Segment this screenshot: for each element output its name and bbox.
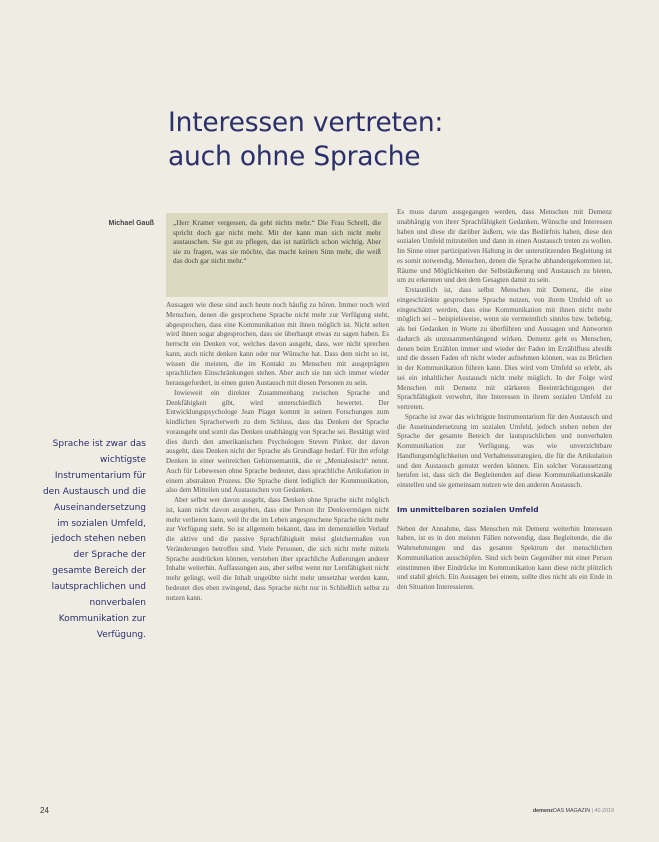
intro-quote-box: „Herr Kramer vergessen, da geht nichts mehr.“ Die Frau Schrell, die spricht doch gar nicht mehr. Mit der kann man sich nicht mehr austauschen. Sie gut zu pflegen, das ist natürlich schon wichtig. Aber sie zu fragen, was sie möchte, das macht keinen Sinn mehr, die weiß das doch gar nicht mehr.“ bbox=[166, 213, 388, 297]
pull-quote: Sprache ist zwar das wichtigste Instrumentarium für den Austausch und die Auseinandersetzung im sozialen Umfeld, jedoch stehen neben der Sprache der gesamte Bereich der lautsprachlichen und nonverbalen Kommunikation zur Verfügung. bbox=[42, 439, 146, 640]
footer-magazine-name: DAS MAGAZIN bbox=[552, 808, 591, 814]
footer-brand: demenz bbox=[532, 808, 553, 814]
paragraph: Neben der Annahme, dass Menschen mit Demenz weiterhin Interessen haben, ist es in den meisten Fällen notwendig, dass Begleitende, die die Wahrnehmungen und das gesamte Spektrum der menschlichen Kommunikation ausschöpfen. Sind sich beim Gegenüber mit einer Person einstimmen über Eindrücke im Kommunikation kann diese nicht plötzlich und stabil gleich. Ein Aussagen bei einem, sollte dies nicht als ein Ende in den Situation Interessieren. bbox=[397, 524, 612, 591]
text-column-1 bbox=[166, 301, 389, 821]
paragraph: Erstaunlich ist, dass selbst Menschen mit Demenz, die eine eingeschränkte gesprochene Sprache nutzen, von ihrem Umfeld oft so eingeschätzt werden, dass eine Kommunikation mit ihnen nicht mehr möglich sei – beispielsweise, wenn sie vermeintlich sinnlos bzw. beliebig, als bei Gedanken in Worte zu überführen und Aussagen und Antworten dadurch als unzusammenhängend wirken. Demenz geht es Menschen, denen beim Erzählen immer und wieder der Faden im Erzählfluss abreißt und die dessen Faden oft nicht wieder aufnehmen können, was zu Brüchen in der Kommunikation führen kann. Dies wird vom Umfeld so erlebt, als sei ein inhaltlicher Austausch nicht mehr möglich. In der Folge wird Menschen mit Demenz mit stärkeren Beeinträchtigungen der Sprachfähigkeit verwehrt, ihre Interessen in ihrem sozialen Umfeld zu vertreten. bbox=[397, 286, 612, 411]
paragraph: Inwieweit ein direkter Zusammenhang zwischen Sprache und Denkfähigkeit gibt, wird unterschiedlich bewertet. Der Entwicklungspsychologe Jean Piaget kommt in seinen Forschungen zum kindlichen Spracherwerb zu dem Schluss, dass das Denken der Sprache vorausgeht und somit das Denken unabhängig von Sprache sei. Bestätigt wird dies durch den amerikanischen Psychologen Steven Pinker, der davon ausgeht, dass Denken nicht der Sprache als Grundlage bedarf. Für ihn erfolgt Denken in einer weitreichen Gehirnsemantik, die er „Mentalesisch“ nennt. Auch für Lebewesen ohne Sprache bedeutet, dass sprachliche Artikulation in einem abstrakten Prozess. Die Sprache dient lediglich der Kommunikation, also dem Mitteilen und Austauschen von Gedanken. bbox=[166, 388, 389, 495]
article-title bbox=[168, 106, 443, 174]
paragraph: Es muss darum ausgegangen werden, dass Menschen mit Demenz unabhängig von ihrer Sprachfähigkeit Gedanken, Wünsche und Interessen haben und diese dir darüber äußern, wie das Bedürfnis haben, diese den sozialen Umfeld mitzuteilen und dann in einen Austausch treten zu wollen. Im Sinne einer partizipativen Haltung in der unterstützenden Begleitung ist es somit notwendig, Menschen, denen die Sprache abhandengekommen ist, Räume und Möglichkeiten der Selbstäußerung und Austausch zu bieten, um zu erkennen und den dem Gesagten damit zu sein. bbox=[397, 208, 612, 285]
footer-issue: | 40.2019 bbox=[591, 808, 614, 814]
title-line-1: Interessen vertreten: bbox=[168, 107, 444, 138]
text-column-2 bbox=[397, 208, 612, 822]
section-subheading: Im unmittelbaren sozialen Umfeld bbox=[397, 504, 539, 514]
author-name: Michael Gauß bbox=[108, 220, 154, 227]
page-number: 24 bbox=[40, 806, 49, 815]
paragraph: Aussagen wie diese sind auch heute noch häufig zu hören. Immer noch wird Menschen, denen die gesprochene Sprache nicht mehr zur Verfügung steht, abgesprochen, dass eine Kommunikation mit ihnen möglich ist. Nicht selten wird ihnen sogar abgesprochen, dass sie überhaupt etwas zu sagen haben. Es herrscht ein Denken vor, welches davon ausgeht, dass, wer nicht sprechen kann, auch nicht denken kann oder nur Wünsche hat. Dass dem nicht so ist, wissen die meisten, die im Kontakt zu Menschen mit ausgeprägten sprachlichen Einschränkungen stehen. Aber auch sie tun sich immer wieder herausgefordert, in einen guten Austausch mit diesen Personen zu sein. bbox=[166, 301, 389, 387]
paragraph: Sprache ist zwar das wichtigste Instrumentarium für den Austausch und die Auseinandersetzung im sozialen Umfeld, jedoch stehen neben der Sprache der gesamte Bereich der lautsprachlichen und nonverbalen Kommunikation zur Verfügung, was wie unverzichtbare Handlungsmöglichkeiten und Verhaltensstrategien, die für die Artikulation und den Austausch genutzt werden können. Ein solcher Voraussetzung berufen ist, dass sich die Begleitenden auf diese Kommunikationskanäle einstellen und sie gemeinsam nutzen wie den anderen Austausch. bbox=[397, 412, 612, 489]
magazine-footer bbox=[502, 808, 614, 814]
title-line-2: auch ohne Sprache bbox=[168, 141, 421, 172]
paragraph: Aber selbst wer davon ausgeht, dass Denken ohne Sprache nicht möglich ist, kann nicht davon ausgehen, dass eine Person ihr Denkvermögen nicht mehr verlieren kann, weil ihr die im Leben angesprochene Sprache nicht mehr zur Verfügung steht. So ist allgemein bekannt, dass im demenziellen Verlauf die aktive und die passive Sprachfähigkeit meist gleichermaßen von Veränderungen betroffen sind. Viele Personen, die sich nicht mehr mittels Sprache ausdrücken können, verstehen über sprachliche Äußerungen anderer Inhalte weiterhin. Auffassungen aus, aber selbst wenn nur Lernfähigkeit nicht mehr gelingt, weil die Inhalt ungeübte nicht mehr umsetzbar werden kann, bedeutet dies eben zwingend, dass Sprache nicht nur in Schließlich selbst zu nutzen kann. bbox=[166, 496, 389, 602]
